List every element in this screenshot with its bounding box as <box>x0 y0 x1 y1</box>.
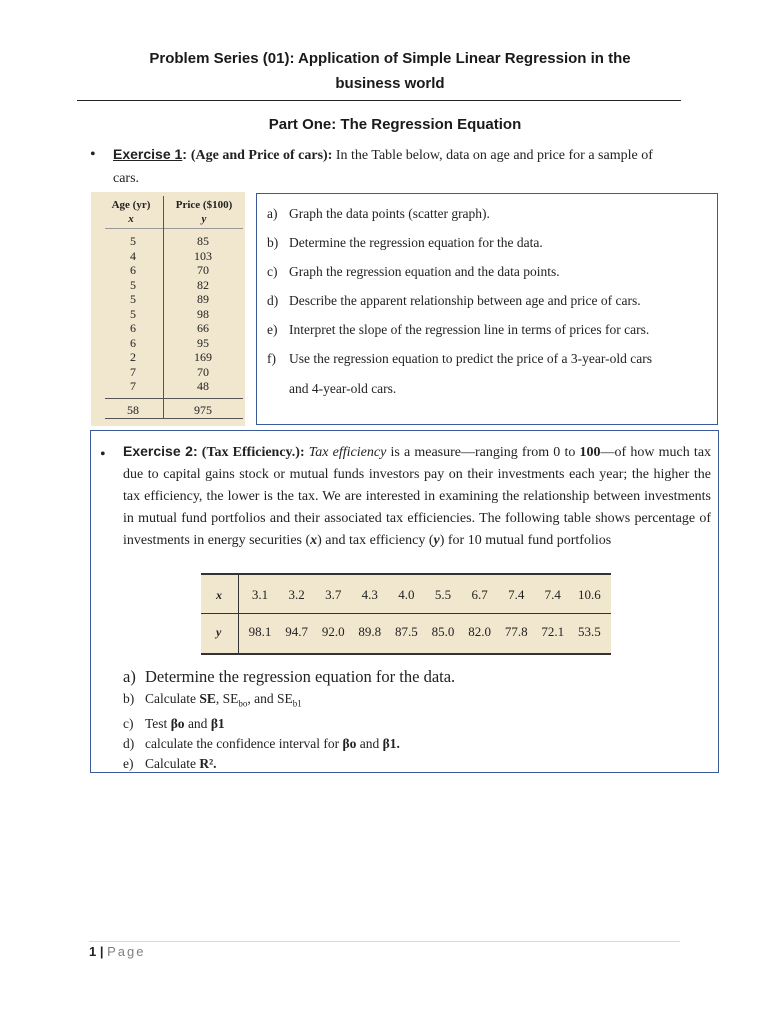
price-cell: 70 <box>197 364 209 379</box>
tax-data-table <box>201 573 611 655</box>
exercise2-var-x: x <box>310 533 318 548</box>
task-letter: e) <box>123 755 134 771</box>
exercise1-colon: : <box>182 146 191 162</box>
age-cell: 5 <box>130 306 136 321</box>
table-bottom-rule <box>201 653 611 655</box>
exercise2-term: Tax efficiency <box>308 445 387 460</box>
y-value-cell: 77.8 <box>504 624 528 639</box>
price-cell: 169 <box>194 350 212 364</box>
age-cell: 6 <box>130 263 136 277</box>
price-cell: 98 <box>197 306 209 321</box>
task-letter: d) <box>123 735 135 751</box>
price-cell: 89 <box>197 292 209 306</box>
task-text: calculate the confidence interval for <box>145 735 343 751</box>
age-variable: x <box>128 213 134 225</box>
task-letter: a) <box>267 206 278 221</box>
x-value-cell: 6.7 <box>471 587 488 602</box>
exercise2-description <box>123 440 711 552</box>
price-cell: 95 <box>197 335 209 350</box>
x-row-label: x <box>216 588 222 602</box>
task-letter: a) <box>123 667 136 686</box>
x-value-cell: 5.5 <box>434 587 452 602</box>
task-text: Describe the apparent relationship between age and price of cars. <box>289 293 641 308</box>
task-letter: b) <box>123 691 135 706</box>
exercise2-text-c: ) and tax efficiency ( <box>317 533 434 548</box>
task-text: Graph the regression equation and the data points. <box>289 264 560 279</box>
age-values <box>105 234 161 394</box>
title-line-1: Problem Series (01): Application of Simple Linear Regression in the <box>149 50 631 67</box>
task-item <box>267 380 396 398</box>
exercise1-intro <box>113 143 681 190</box>
subscript-b0: bo <box>238 698 248 709</box>
bullet-icon: • <box>100 446 106 463</box>
task-letter: f) <box>267 351 276 366</box>
price-cell: 48 <box>197 379 209 393</box>
exercise2-hundred: 100 <box>579 445 601 460</box>
price-column-header <box>165 198 243 226</box>
title-divider <box>77 100 681 101</box>
exercise1-task-box <box>256 193 718 425</box>
table-bottom-rule <box>105 418 243 419</box>
task-text: Calculate <box>145 755 200 771</box>
x-value-cell: 10.6 <box>578 587 601 602</box>
subscript-b1: b1 <box>292 698 302 709</box>
task-item <box>123 754 455 774</box>
exercise2-var-y: y <box>433 533 440 548</box>
r-squared-term: R². <box>199 755 217 771</box>
task-letter: d) <box>267 293 279 308</box>
bullet-icon: • <box>90 146 96 163</box>
y-value-cell: 53.5 <box>578 624 601 639</box>
x-value-cell: 4.3 <box>361 587 378 602</box>
price-header-text: Price ($100) <box>175 199 233 211</box>
part-heading: Part One: The Regression Equation <box>268 116 522 133</box>
task-item <box>267 321 649 339</box>
task-text: , SE <box>215 691 239 706</box>
task-text: Determine the regression equation for the data. <box>145 667 456 686</box>
document-title <box>80 46 700 96</box>
exercise2-task-list <box>123 665 455 774</box>
price-cell: 70 <box>197 263 209 277</box>
x-value-cell: 3.1 <box>251 587 269 602</box>
page-word: Page <box>107 944 146 959</box>
y-row-label: y <box>216 625 222 639</box>
exercise1-label: Exercise 1 <box>113 146 183 162</box>
price-cell: 85 <box>197 234 209 248</box>
price-cell: 66 <box>197 321 209 335</box>
exercise2-topic: (Tax Efficiency.): <box>201 445 305 460</box>
y-value-cell: 94.7 <box>285 624 308 639</box>
age-cell: 7 <box>130 379 136 393</box>
task-item <box>123 665 455 689</box>
age-cell: 6 <box>130 321 136 335</box>
footer-separator: | <box>96 944 108 959</box>
task-text: and <box>356 735 383 751</box>
task-letter: c) <box>267 264 278 279</box>
table-header-rule <box>105 228 243 229</box>
task-item <box>267 350 652 368</box>
price-variable: y <box>201 213 207 225</box>
title-line-2: business world <box>335 75 445 92</box>
x-value-cell: 7.4 <box>544 587 561 602</box>
y-value-cell: 92.0 <box>321 624 345 639</box>
age-cell: 4 <box>130 248 136 263</box>
task-item <box>267 263 560 281</box>
footer-divider <box>89 941 680 942</box>
x-value-cell: 3.2 <box>288 587 305 602</box>
price-cell: 82 <box>197 277 209 292</box>
table-column-divider <box>163 196 164 418</box>
beta1-term: β1 <box>210 715 225 731</box>
age-header-text: Age (yr) <box>111 199 151 211</box>
exercise2-box <box>90 430 719 773</box>
age-cell: 7 <box>130 364 136 379</box>
task-text: Test <box>145 715 171 731</box>
task-letter: e) <box>267 322 278 337</box>
task-item <box>267 234 543 252</box>
task-letter: b) <box>267 235 279 250</box>
age-cell: 2 <box>130 350 136 364</box>
task-item <box>267 205 490 223</box>
age-column-header <box>101 198 161 226</box>
y-value-cell: 85.0 <box>431 624 455 639</box>
y-value-cell: 89.8 <box>358 624 382 639</box>
task-item <box>123 734 455 754</box>
task-text: Interpret the slope of the regression line in terms of prices for cars. <box>289 322 650 337</box>
exercise1-intro-text: In the Table below, data on age and price for a sample of cars. <box>113 148 653 186</box>
task-text: and 4-year-old cars. <box>289 381 397 396</box>
price-total: 975 <box>194 403 212 417</box>
age-cell: 5 <box>130 234 136 248</box>
task-text: Graph the data points (scatter graph). <box>289 206 490 221</box>
task-item <box>123 714 455 734</box>
beta0-term: βo <box>342 735 357 751</box>
y-value-cell: 82.0 <box>468 624 491 639</box>
x-value-cell: 7.4 <box>508 587 525 602</box>
task-item <box>123 689 455 714</box>
task-text: Determine the regression equation for the data. <box>289 235 543 250</box>
beta0-term: βo <box>170 715 185 731</box>
table-column-divider <box>238 573 239 655</box>
beta1-term: β1. <box>382 735 400 751</box>
price-values <box>167 234 239 394</box>
x-value-cell: 3.7 <box>325 587 342 602</box>
age-cell: 6 <box>130 335 136 350</box>
age-total: 58 <box>127 403 139 417</box>
age-cell: 5 <box>130 277 136 292</box>
y-value-cell: 87.5 <box>395 624 418 639</box>
task-text: Calculate <box>145 691 200 706</box>
task-text: and <box>184 715 211 731</box>
y-value-cell: 72.1 <box>541 624 565 639</box>
x-value-cell: 4.0 <box>398 587 415 602</box>
page-footer <box>89 944 145 959</box>
se-term: SE <box>199 691 216 706</box>
exercise2-label: Exercise 2: <box>123 443 198 459</box>
table-middle-rule <box>201 613 611 614</box>
table-total-rule <box>105 398 243 399</box>
task-text: , and SE <box>247 691 293 706</box>
exercise2-text-a: is a measure—ranging from 0 to <box>386 445 580 460</box>
car-data-table <box>91 192 245 426</box>
page-number: 1 <box>89 944 97 959</box>
task-letter: c) <box>123 715 134 731</box>
price-cell: 103 <box>194 248 212 263</box>
exercise2-text-d: ) for 10 mutual fund portfolios <box>439 533 612 548</box>
exercise1-topic: (Age and Price of cars): <box>190 148 333 163</box>
y-value-cell: 98.1 <box>248 624 272 639</box>
table-top-rule <box>201 573 611 575</box>
age-cell: 5 <box>130 292 136 306</box>
task-text: Use the regression equation to predict the price of a 3-year-old cars <box>289 351 652 366</box>
exercise2-text-b: —of how much tax due to capital gains stock or mutual funds investors pay on their investments each year; the higher the tax efficiency, the lower is the tax. We are interested in examining the relationship between investments in mutual fund portfolios and their associated tax efficiencies. The following table shows percentage of investments in energy securities ( <box>123 445 712 548</box>
task-item <box>267 292 641 310</box>
